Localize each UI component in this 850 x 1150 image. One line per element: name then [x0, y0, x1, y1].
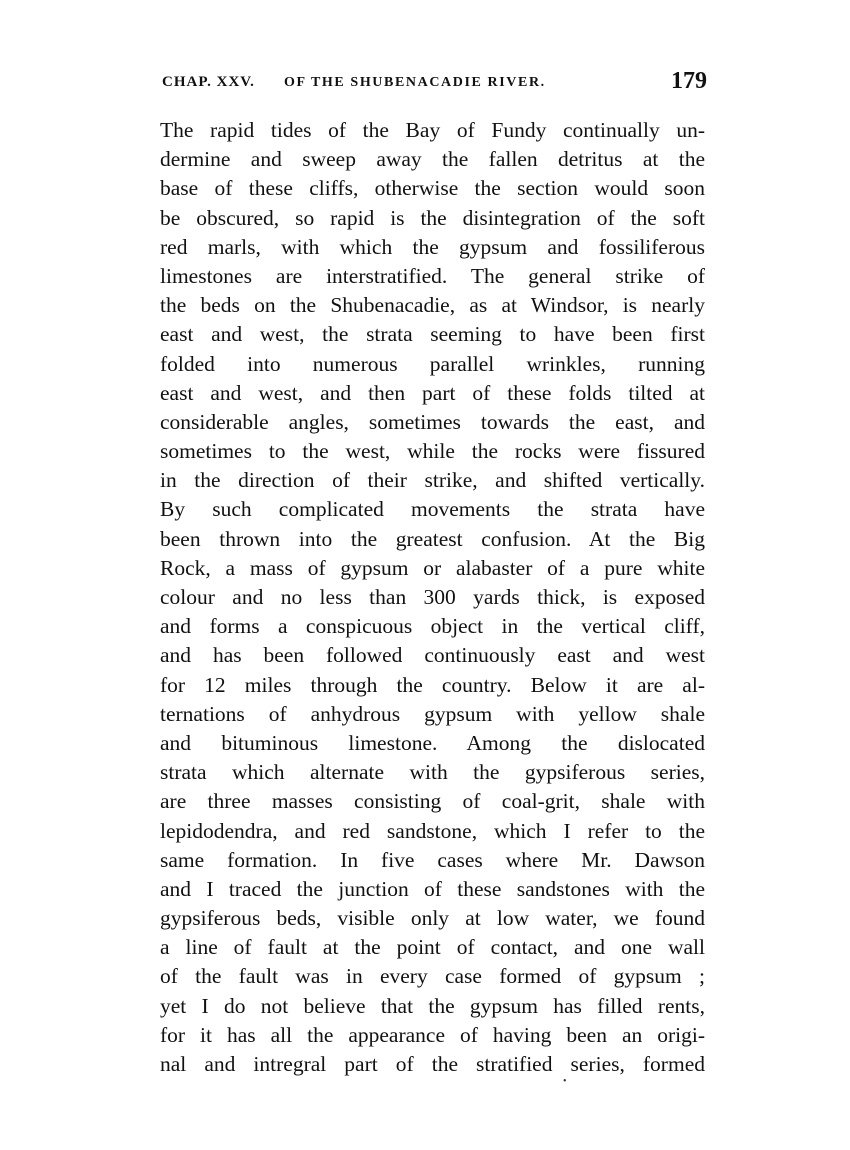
text-line: for it has all the appearance of having been an origi- [160, 1022, 705, 1047]
text-line: been thrown into the greatest confusion. At the Big [160, 526, 705, 551]
text-line: east and west, and then part of these folds tilted at [160, 380, 705, 405]
text-line: nal and intregral part of the stratified series, formed [160, 1052, 705, 1076]
page-number: 179 [671, 68, 707, 94]
running-head [162, 68, 707, 102]
text-line: same formation. In five cases where Mr. Dawson [160, 847, 705, 872]
text-line: red marls, with which the gypsum and fossiliferous [160, 234, 705, 259]
text-line: limestones are interstratified. The general strike of [160, 263, 705, 288]
text-line: yet I do not believe that the gypsum has filled rents, [160, 993, 705, 1018]
running-title: OF THE SHUBENACADIE RIVER. [284, 75, 546, 90]
text-line: gypsiferous beds, visible only at low water, we found [160, 906, 705, 931]
text-line: folded into numerous parallel wrinkles, running [160, 351, 705, 376]
text-line: and has been followed continuously east and west [160, 643, 705, 668]
text-line: for 12 miles through the country. Below it are al- [160, 672, 705, 697]
text-line: are three masses consisting of coal-grit, shale with [160, 789, 705, 814]
text-line: east and west, the strata seeming to have been first [160, 322, 705, 347]
text-line: and bituminous limestone. Among the dislocated [160, 730, 705, 755]
text-line: sometimes to the west, while the rocks were fissured [160, 439, 705, 464]
text-line: the beds on the Shubenacadie, as at Windsor, is nearly [160, 293, 705, 318]
text-line: colour and no less than 300 yards thick, is exposed [160, 585, 705, 609]
body-paragraph [160, 116, 705, 1079]
text-line: strata which alternate with the gypsiferous series, [160, 760, 705, 785]
text-line: The rapid tides of the Bay of Fundy continually un- [160, 118, 705, 142]
text-line: a line of fault at the point of contact, and one wall [160, 935, 705, 960]
text-line: dermine and sweep away the fallen detritus at the [160, 147, 705, 172]
text-line: By such complicated movements the strata have [160, 497, 705, 522]
ink-speck-mark: • [563, 1076, 567, 1087]
text-line: and forms a conspicuous object in the vertical cliff, [160, 614, 705, 639]
text-line: considerable angles, sometimes towards the east, and [160, 409, 705, 434]
chapter-label: CHAP. XXV. [162, 74, 255, 90]
text-line: ternations of anhydrous gypsum with yellow shale [160, 701, 705, 726]
text-line: lepidodendra, and red sandstone, which I refer to the [160, 818, 705, 843]
text-line: Rock, a mass of gypsum or alabaster of a pure white [160, 555, 705, 580]
text-line: in the direction of their strike, and shifted vertically. [160, 468, 705, 493]
text-line: and I traced the junction of these sandstones with the [160, 876, 705, 901]
text-line: base of these cliffs, otherwise the section would soon [160, 176, 705, 201]
text-line: be obscured, so rapid is the disintegration of the soft [160, 205, 705, 230]
text-line: of the fault was in every case formed of gypsum ; [160, 964, 705, 989]
